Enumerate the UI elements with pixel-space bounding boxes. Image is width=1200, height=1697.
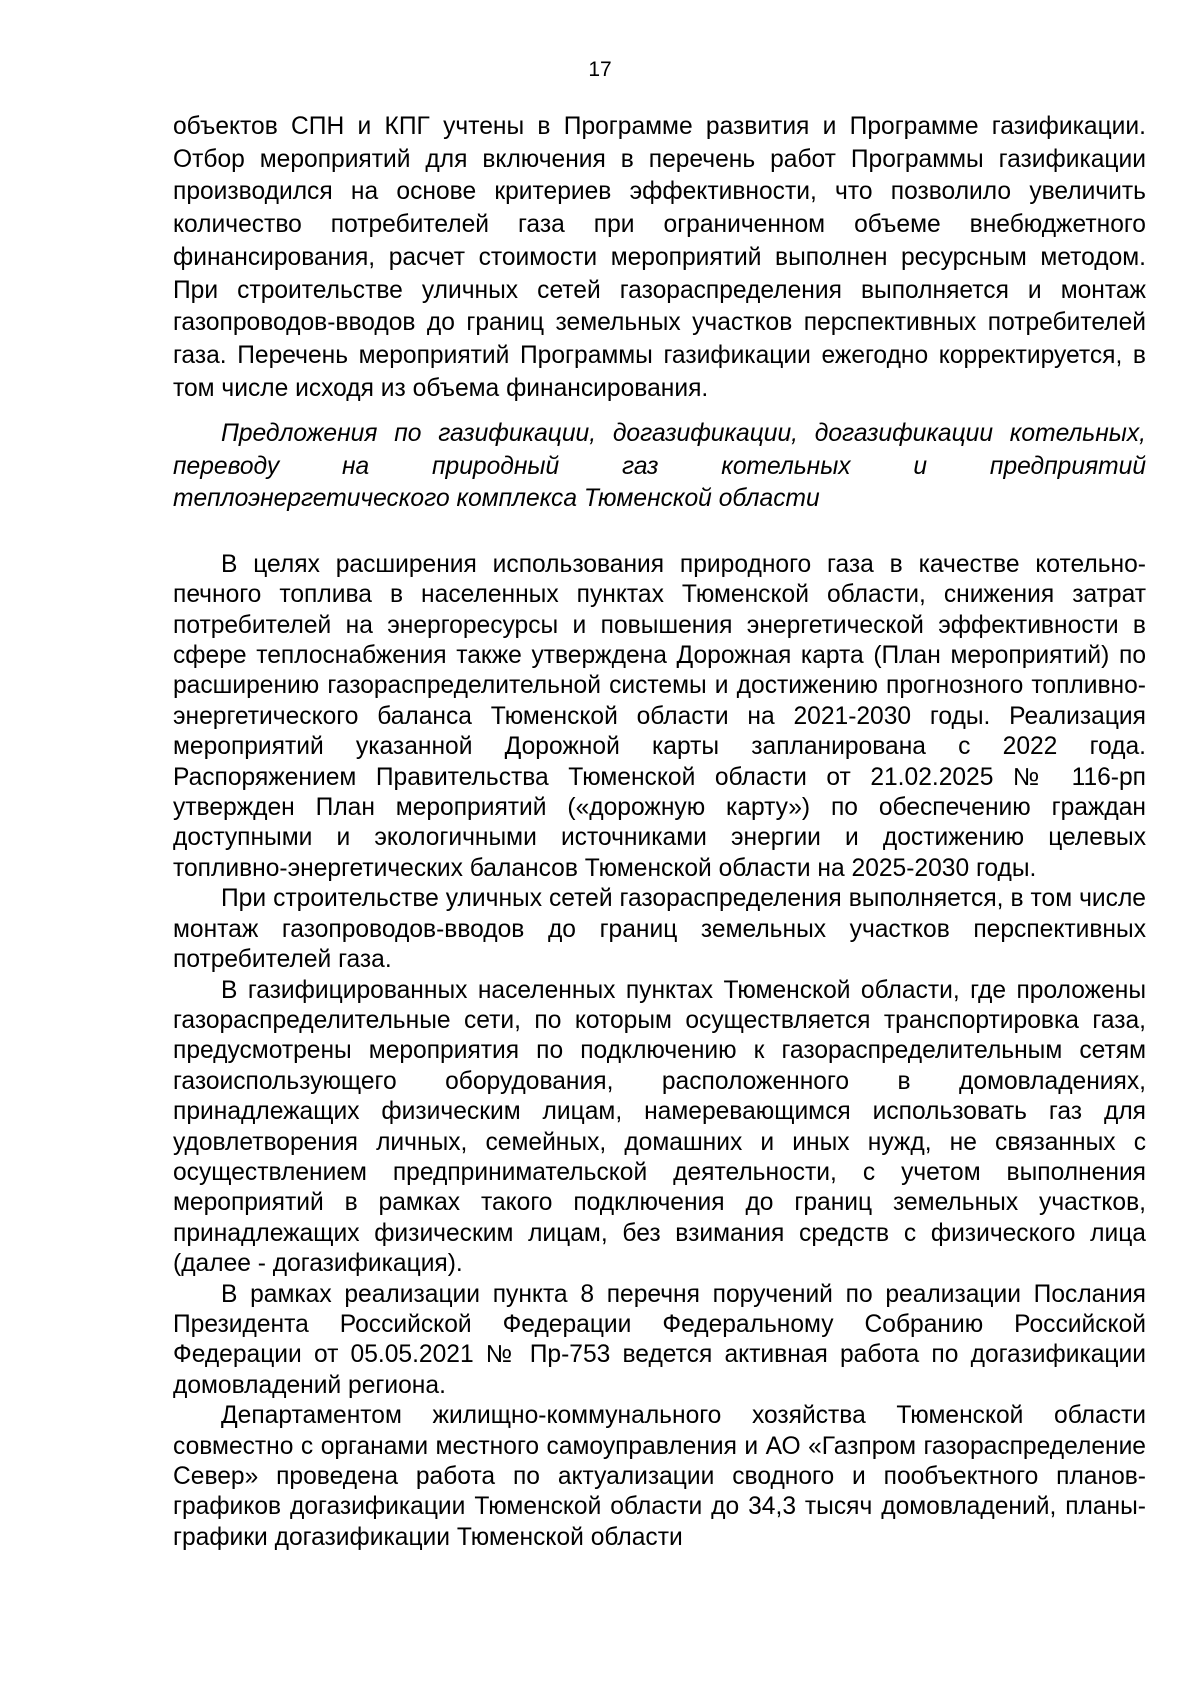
section-heading-line-2: теплоэнергетического комплекса Тюменской области: [173, 485, 820, 513]
page-number: 17: [588, 58, 612, 81]
paragraph-roadmap: В целях расширения использования природного газа в качестве котельно-печного топлива в населенных пунктах Тюменской области, снижения затрат потребителей на энергоресурсы и повышения энергетической эффективности в сфере теплоснабжения также утверждена Дорожная карта (План мероприятий) по расширению газораспределительной системы и достижению прогнозного топливно-энергетического баланса Тюменской области на 2021-2030 годы. Реализация мероприятий указанной Дорожной карты запланирована с 2022 года. Распоряжением Правительства Тюменской области от 21.02.2025 № 116-рп утвержден План мероприятий («дорожную карту») по обеспечению граждан доступными и экологичными источниками энергии и достижению целевых топливно-энергетических балансов Тюменской области на 2025-2030 годы.: [173, 550, 1146, 882]
paragraph-presidential-address: В рамках реализации пункта 8 перечня поручений по реализации Послания Президента Российской Федерации Федеральному Собранию Российской Федерации от 05.05.2021 № Пр-753 ведется активная работа по догазификации домовладений региона.: [173, 1280, 1146, 1399]
paragraph-department: Департаментом жилищно-коммунального хозяйства Тюменской области совместно с органами местного самоуправления и АО «Газпром газораспределение Север» проведена работа по актуализации сводного и пообъектного планов-графиков догазификации Тюменской области до 34,3 тысяч домовладений, планы-графики догазификации Тюменской области: [173, 1402, 1146, 1551]
document-body: [173, 111, 1146, 1553]
paragraph-street-networks: При строительстве уличных сетей газораспределения выполняется, в том числе монтаж газопроводов-вводов до границ земельных участков перспективных потребителей газа.: [173, 885, 1146, 974]
section-body: [173, 550, 1146, 1553]
section-heading-line-1: Предложения по газификации, догазификации, догазификации котельных, переводу на природный газ котельных и предприятий: [173, 420, 1146, 480]
paragraph-dogasification: В газифицированных населенных пунктах Тюменской области, где проложены газораспределительные сети, по которым осуществляется транспортировка газа, предусмотрены мероприятия по подключению к газораспределительным сетям газоиспользующего оборудования, расположенного в домовладениях, принадлежащих физическим лицам, намеревающимся использовать газ для удовлетворения личных, семейных, домашних и иных нужд, не связанных с осуществлением предпринимательской деятельности, с учетом выполнения мероприятий в рамках такого подключения до границ земельных участков, принадлежащих физическим лицам, без взимания средств с физического лица (далее - догазификация).: [173, 976, 1146, 1278]
paragraph-programs: объектов СПН и КПГ учтены в Программе развития и Программе газификации. Отбор мероприятий для включения в перечень работ Программы газификации производился на основе критериев эффективности, что позволило увеличить количество потребителей газа при ограниченном объеме внебюджетного финансирования, расчет стоимости мероприятий выполнен ресурсным методом. При строительстве уличных сетей газораспределения выполняется и монтаж газопроводов-вводов до границ земельных участков перспективных потребителей газа. Перечень мероприятий Программы газификации ежегодно корректируется, в том числе исходя из объема финансирования.: [173, 113, 1146, 402]
